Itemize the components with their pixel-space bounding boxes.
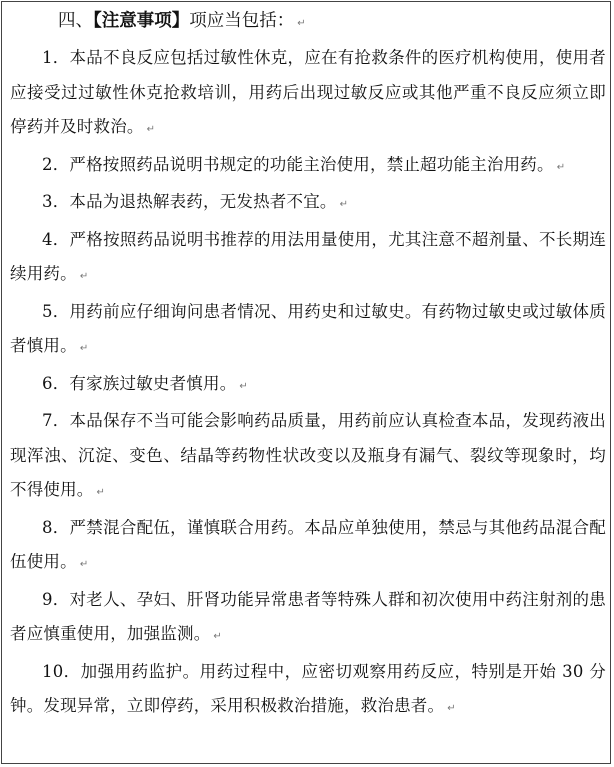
heading-prefix: 四、 — [58, 11, 93, 31]
paragraph-mark-icon: ↵ — [96, 487, 106, 498]
list-item-3 — [10, 185, 606, 223]
paragraph-mark-icon: ↵ — [556, 161, 566, 173]
list-item-2 — [10, 148, 606, 186]
document-frame — [1, 1, 611, 764]
paragraph-mark-icon: ↵ — [213, 631, 222, 642]
item-text: 6．有家族过敏史者慎用。 — [42, 373, 237, 393]
paragraph-mark-icon: ↵ — [79, 271, 89, 282]
item-text: 7．本品保存不当可能会影响药品质量，用药前应认真检查本品，发现药液出现浑浊、沉淀、变色、结晶等药物性状改变以及瓶身有漏气、裂纹等现象时，均不得使用。 — [10, 411, 606, 499]
paragraph-mark-icon: ↵ — [447, 703, 456, 714]
item-text: 10．加强用药监护。用药过程中，应密切观察用药反应，特别是开始 30 分钟。发现异常，立即停药，采用积极救治措施，救治患者。 — [10, 661, 606, 715]
list-item-4 — [10, 223, 606, 295]
item-text: 5．用药前应仔细询问患者情况、用药史和过敏史。有药物过敏史或过敏体质者慎用。 — [10, 301, 606, 355]
list-item-7 — [10, 404, 606, 511]
paragraph-mark-icon: ↵ — [79, 559, 89, 570]
list-item-9 — [10, 583, 606, 655]
list-item-5 — [10, 295, 606, 367]
list-item-1 — [10, 41, 606, 148]
item-text: 9．对老人、孕妇、肝肾功能异常患者等特殊人群和初次使用中药注射剂的患者应慎重使用，加强监测。 — [10, 589, 606, 643]
list-item-10 — [10, 655, 606, 727]
paragraph-mark-icon: ↵ — [239, 380, 248, 392]
paragraph-mark-icon: ↵ — [339, 199, 349, 210]
item-text: 3．本品为退热解表药，无发热者不宜。 — [42, 192, 337, 211]
list-item-8 — [10, 511, 606, 583]
paragraph-mark-icon: ↵ — [297, 18, 306, 29]
item-text: 2．严格按照药品说明书规定的功能主治使用，禁止超功能主治用药。 — [42, 154, 554, 174]
heading-suffix: 项应当包括： — [189, 11, 295, 31]
item-text: 4．严格按照药品说明书推荐的用法用量使用，尤其注意不超剂量、不长期连续用药。 — [10, 229, 606, 283]
paragraph-mark-icon: ↵ — [146, 124, 156, 135]
paragraph-mark-icon: ↵ — [79, 343, 89, 354]
item-text: 8．严禁混合配伍，谨慎联合用药。本品应单独使用，禁忌与其他药品混合配伍使用。 — [10, 517, 606, 571]
section-heading — [10, 4, 606, 41]
document-content — [10, 4, 606, 727]
list-item-6 — [10, 367, 606, 405]
heading-bold-title: 【注意事项】 — [93, 11, 190, 31]
item-text: 1．本品不良反应包括过敏性休克，应在有抢救条件的医疗机构使用，使用者应接受过过敏性休克抢救培训，用药后出现过敏反应或其他严重不良反应须立即停药并及时救治。 — [10, 48, 606, 136]
